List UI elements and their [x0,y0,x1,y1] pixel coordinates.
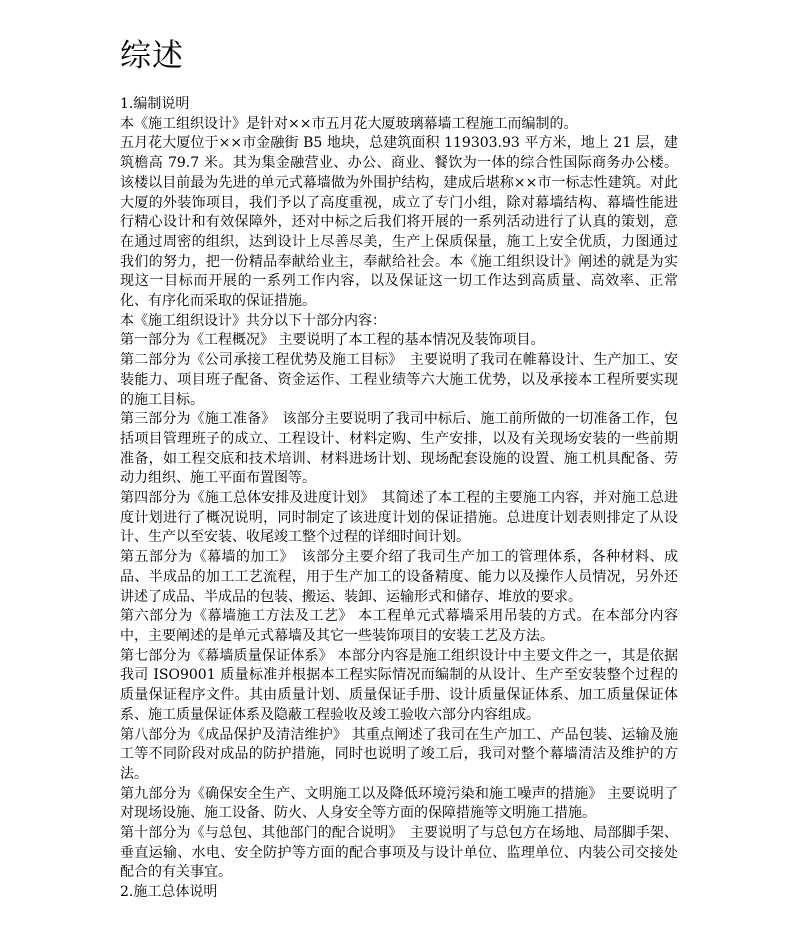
body-paragraph: 第四部分为《施工总体安排及进度计划》 其简述了本工程的主要施工内容，并对施工总进度计划进行了概况说明，同时制定了该进度计划的保证措施。总进度计划表则排定了从设计、生产以至安装、收尾竣工整个过程的详细时间计划。 [120,490,678,546]
body-paragraph: 第一部分为《工程概况》 主要说明了本工程的基本情况及装饰项目。 [120,332,545,349]
body-paragraph: 第十部分为《与总包、其他部门的配合说明》 主要说明了与总包方在场地、局部脚手架、垂直运输、水电、安全防护等方面的配合事项及与设计单位、监理单位、内装公司交接处配合的有关事宜。 [120,825,678,881]
body-paragraph: 第九部分为《确保安全生产、文明施工以及降低环境污染和施工噪声的措施》 主要说明了对现场设施、施工设备、防火、人身安全等方面的保障措施等文明施工措施。 [120,785,678,822]
body-paragraph: 第八部分为《成品保护及清洁维护》 其重点阐述了我司在生产加工、产品包装、运输及施工等不同阶段对成品的防护措施，同时也说明了竣工后，我司对整个幕墙清洁及维护的方法。 [120,726,678,782]
document-body [120,95,678,903]
body-paragraph: 本《施工组织设计》是针对××市五月花大厦玻璃幕墙工程施工而编制的。 [120,115,578,132]
body-paragraph: 第六部分为《幕墙施工方法及工艺》 本工程单元式幕墙采用吊装的方式。在本部分内容中，主要阐述的是单元式幕墙及其它一些装饰项目的安装工艺及方法。 [120,608,678,644]
body-paragraph: 第三部分为《施工准备》 该部分主要说明了我司中标后、施工前所做的一切准备工作，包括项目管理班子的成立、工程设计、材料定购、生产安排，以及有关现场安装的一些前期准备，如工程交底和技术培训、材料进场计划、现场配套设施的设置、施工机具配备、劳动力组织、施工平面布置图等。 [120,411,678,487]
section-heading: 2.施工总体说明 [120,884,218,901]
body-paragraph: 五月花大厦位于××市金融街 B5 地块，总建筑面积 119303.93 平方米，地上 21 层，建筑檐高 79.7 米。其为集金融营业、办公、商业、餐饮为一体的综合性国际商务办公楼。该楼以目前最为先进的单元式幕墙做为外围护结构，建成后堪称××市一标志性建筑。对此大厦的外装饰项目，我们予以了高度重视，成立了专门小组，除对幕墙结构、幕墙性能进行精心设计和有效保障外，还对中标之后我们将开展的一系列活动进行了认真的策划，意在通过周密的组织，达到设计上尽善尽美，生产上保质保量，施工上安全优质，力图通过我们的努力，把一份精品奉献给业主，奉献给社会。本《施工组织设计》阐述的就是为实现这一目标而开展的一系列工作内容，以及保证这一切工作达到高质量、高效率、正常化、有序化而采取的保证措施。 [120,135,678,310]
body-paragraph: 本《施工组织设计》共分以下十部分内容： [120,312,386,329]
document-page [120,0,678,903]
document-title: 综述 [120,38,184,74]
body-paragraph: 第二部分为《公司承接工程优势及施工目标》 主要说明了我司在帷幕设计、生产加工、安装能力、项目班子配备、资金运作、工程业绩等六大施工优势，以及承接本工程所要实现的施工目标。 [120,352,678,408]
body-paragraph: 第五部分为《幕墙的加工》 该部分主要介绍了我司生产加工的管理体系，各种材料、成品、半成品的加工工艺流程，用于生产加工的设备精度、能力以及操作人员情况，另外还讲述了成品、半成品的包装、搬运、装卸、运输形式和储存、堆放的要求。 [120,549,678,605]
section-heading: 1.编制说明 [120,96,190,112]
body-paragraph: 第七部分为《幕墙质量保证体系》 本部分内容是施工组织设计中主要文件之一，其是依据我司 ISO9001 质量标准并根据本工程实际情况而编制的从设计、生产至安装整个过程的质量保证程序文件。其由质量计划、质量保证手册、设计质量保证体系、加工质量保证体系、施工质量保证体系及隐蔽工程验收及竣工验收六部分内容组成。 [120,647,678,723]
